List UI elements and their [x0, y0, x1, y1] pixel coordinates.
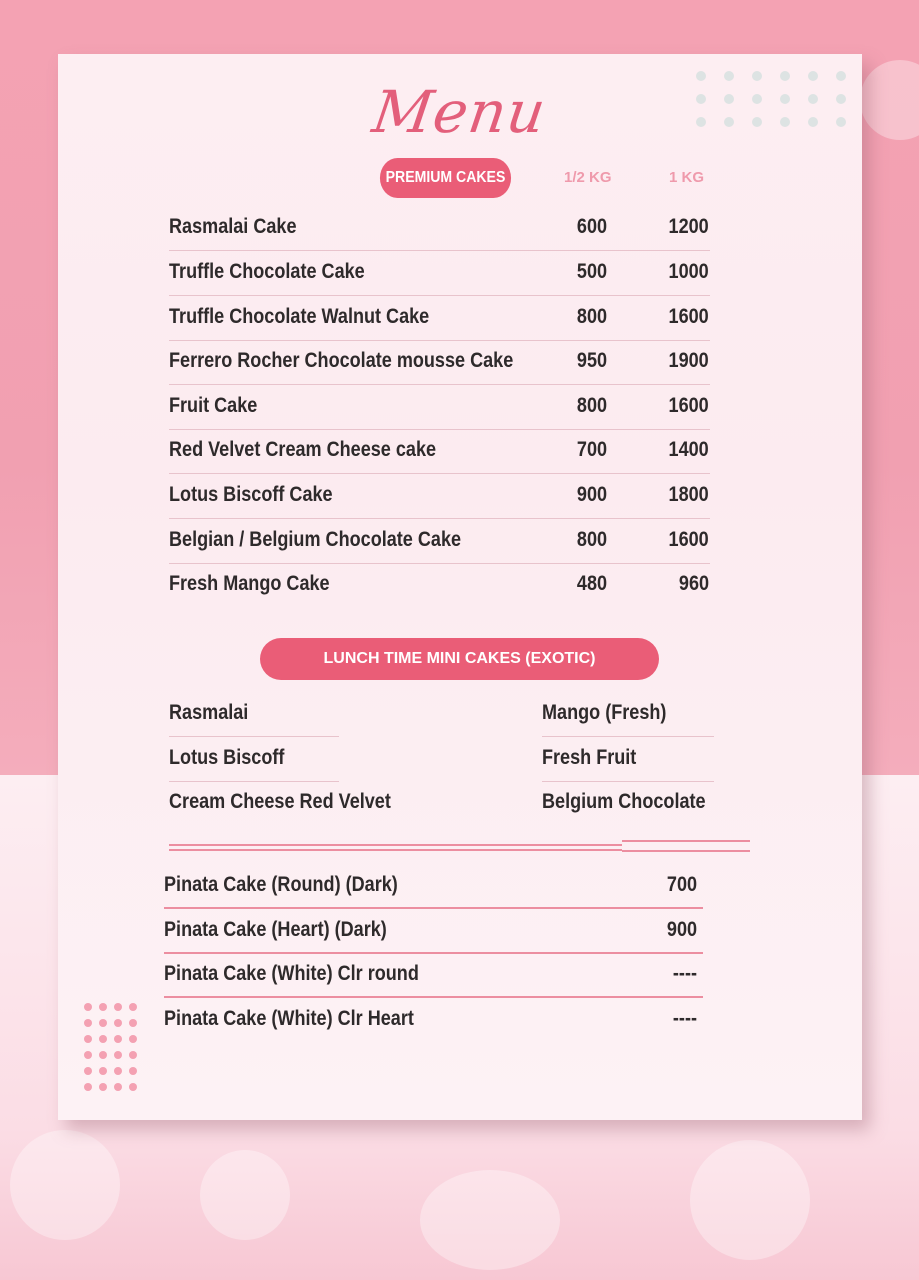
mini-cake-name: Fresh Fruit — [542, 746, 637, 769]
price-one-kg: 1200 — [668, 215, 709, 238]
mini-cake-name: Cream Cheese Red Velvet — [169, 790, 391, 813]
cake-name: Lotus Biscoff Cake — [169, 483, 333, 506]
pinata-price: ---- — [672, 1007, 697, 1030]
price-one-kg: 1600 — [668, 528, 709, 551]
price-one-kg: 1600 — [668, 394, 709, 417]
pinata-price: ---- — [672, 962, 697, 985]
row-divider — [169, 384, 710, 385]
decorative-dot — [84, 1019, 92, 1027]
decorative-dot — [129, 1003, 137, 1011]
row-divider — [164, 952, 703, 954]
cake-name: Truffle Chocolate Cake — [169, 260, 365, 283]
price-half-kg: 500 — [576, 260, 607, 283]
section-divider — [169, 849, 622, 851]
price-half-kg: 950 — [576, 349, 607, 372]
decorative-dot — [99, 1051, 107, 1059]
decorative-dot — [99, 1019, 107, 1027]
cake-name: Ferrero Rocher Chocolate mousse Cake — [169, 349, 514, 372]
pinata-price: 900 — [666, 918, 697, 941]
price-half-kg: 800 — [576, 394, 607, 417]
decorative-dot — [84, 1051, 92, 1059]
row-divider — [169, 518, 710, 519]
decorative-dot — [129, 1051, 137, 1059]
bokeh-light — [200, 1150, 290, 1240]
price-one-kg: 1000 — [668, 260, 709, 283]
decorative-dot — [129, 1035, 137, 1043]
decorative-dot — [99, 1083, 107, 1091]
lunch-cakes-heading: LUNCH TIME MINI CAKES (EXOTIC) — [260, 638, 659, 680]
price-one-kg: 1900 — [668, 349, 709, 372]
price-half-kg: 700 — [576, 438, 607, 461]
pinata-cake-name: Pinata Cake (Heart) (Dark) — [164, 918, 387, 941]
price-one-kg: 1600 — [668, 305, 709, 328]
cake-name: Belgian / Belgium Chocolate Cake — [169, 528, 462, 551]
column-header-half-kg: 1/2 KG — [564, 169, 612, 186]
column-header-one-kg: 1 KG — [669, 169, 705, 186]
mini-cake-name: Mango (Fresh) — [542, 701, 667, 724]
decorative-dot — [84, 1035, 92, 1043]
cake-name: Fruit Cake — [169, 394, 258, 417]
decorative-dot — [114, 1035, 122, 1043]
decorative-dot — [129, 1019, 137, 1027]
decorative-dot — [84, 1003, 92, 1011]
decorative-dot — [114, 1019, 122, 1027]
decorative-dot — [99, 1003, 107, 1011]
row-divider — [169, 563, 710, 564]
cake-name: Red Velvet Cream Cheese cake — [169, 438, 437, 461]
row-divider — [542, 736, 714, 737]
cake-name: Fresh Mango Cake — [169, 572, 330, 595]
price-one-kg: 1800 — [668, 483, 709, 506]
row-divider — [169, 250, 710, 251]
row-divider — [169, 340, 710, 341]
decorative-dot — [114, 1067, 122, 1075]
decorative-dot — [99, 1035, 107, 1043]
row-divider — [169, 429, 710, 430]
pinata-cake-name: Pinata Cake (White) Clr round — [164, 962, 419, 985]
row-divider — [542, 781, 714, 782]
decorative-dot — [129, 1083, 137, 1091]
price-one-kg: 1400 — [668, 438, 709, 461]
price-half-kg: 600 — [576, 215, 607, 238]
price-half-kg: 800 — [576, 305, 607, 328]
mini-cake-name: Rasmalai — [169, 701, 249, 724]
row-divider — [169, 781, 339, 782]
price-half-kg: 900 — [576, 483, 607, 506]
price-half-kg: 480 — [576, 572, 607, 595]
row-divider — [169, 736, 339, 737]
menu-title: Menu — [368, 78, 551, 146]
decorative-dot — [99, 1067, 107, 1075]
mini-cake-name: Belgium Chocolate — [542, 790, 706, 813]
section-divider — [622, 840, 750, 852]
cake-name: Rasmalai Cake — [169, 215, 297, 238]
bokeh-light — [690, 1140, 810, 1260]
decorative-dot — [129, 1067, 137, 1075]
mini-cake-name: Lotus Biscoff — [169, 746, 285, 769]
decorative-dot — [84, 1083, 92, 1091]
row-divider — [164, 996, 703, 998]
cake-name: Truffle Chocolate Walnut Cake — [169, 305, 430, 328]
row-divider — [169, 473, 710, 474]
decorative-dot — [114, 1051, 122, 1059]
price-half-kg: 800 — [576, 528, 607, 551]
decorative-dot-grid — [84, 1003, 137, 1091]
bokeh-light — [10, 1130, 120, 1240]
pinata-cake-name: Pinata Cake (White) Clr Heart — [164, 1007, 414, 1030]
row-divider — [169, 295, 710, 296]
price-one-kg: 960 — [678, 572, 709, 595]
section-divider — [169, 844, 622, 846]
premium-cakes-heading: PREMIUM CAKES — [380, 158, 511, 198]
pinata-price: 700 — [666, 873, 697, 896]
row-divider — [164, 907, 703, 909]
decorative-dot — [84, 1067, 92, 1075]
bokeh-light — [420, 1170, 560, 1270]
pinata-cake-name: Pinata Cake (Round) (Dark) — [164, 873, 398, 896]
decorative-dot — [114, 1003, 122, 1011]
decorative-dot — [114, 1083, 122, 1091]
